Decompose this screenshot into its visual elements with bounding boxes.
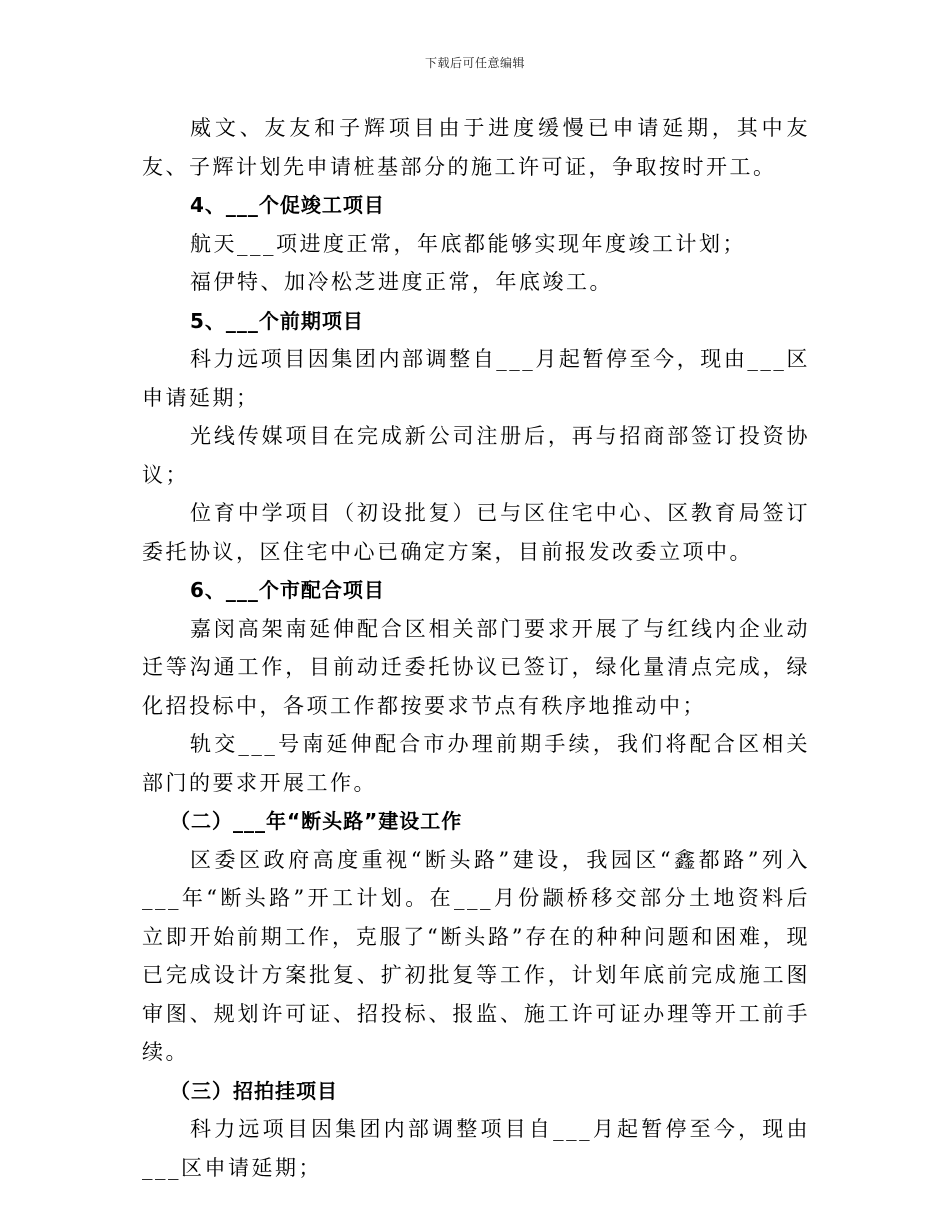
paragraph: 科力远项目因集团内部调整项目自___月起暂停至今，现由___区申请延期； xyxy=(142,1117,810,1180)
section-heading: 4、___个促竣工项目 xyxy=(190,193,385,217)
paragraph: 嘉闵高架南延伸配合区相关部门要求开展了与红线内企业动迁等沟通工作，目前动迁委托协议已签订，绿化量清点完成，绿化招投标中，各项工作都按要求节点有秩序地推动中； xyxy=(142,616,810,718)
paragraph: 光线传媒项目在完成新公司注册后，再与招商部签订投资协议； xyxy=(142,424,810,487)
subsection-heading: （二）___年“断头路”建设工作 xyxy=(170,809,463,833)
section-heading: 5、___个前期项目 xyxy=(190,308,364,333)
paragraph: 科力远项目因集团内部调整自___月起暂停至今，现由___区申请延期； xyxy=(142,347,810,410)
subsection-heading: （三）招拍挂项目 xyxy=(170,1078,338,1103)
paragraph: 威文、友友和子辉项目由于进度缓慢已申请延期，其中友友、子辉计划先申请桩基部分的施工许可证，争取按时开工。 xyxy=(142,116,810,179)
paragraph: 位育中学项目（初设批复）已与区住宅中心、区教育局签订委托协议，区住宅中心已确定方案，目前报发改委立项中。 xyxy=(142,501,810,564)
header-note: 下载后可任意编辑 xyxy=(424,56,525,70)
paragraph: 区委区政府高度重视“断头路”建设，我园区“鑫都路”列入___年“断头路”开工计划。在___月份颛桥移交部分土地资料后立即开始前期工作，克服了“断头路”存在的种种问题和困难，现已完成设计方案批复、扩初批复等工作，计划年底前完成施工图审图、规划许可证、招投标、报监、施工许可证办理等开工前手续。 xyxy=(142,847,810,1064)
paragraph: 福伊特、加冷松芝进度正常，年底竣工。 xyxy=(190,270,613,294)
paragraph: 轨交___号南延伸配合市办理前期手续，我们将配合区相关部门的要求开展工作。 xyxy=(142,732,810,795)
section-heading: 6、___个市配合项目 xyxy=(190,578,385,602)
document-body xyxy=(142,109,810,1187)
paragraph: 航天___项进度正常，年底都能够实现年度竣工计划； xyxy=(190,231,746,256)
